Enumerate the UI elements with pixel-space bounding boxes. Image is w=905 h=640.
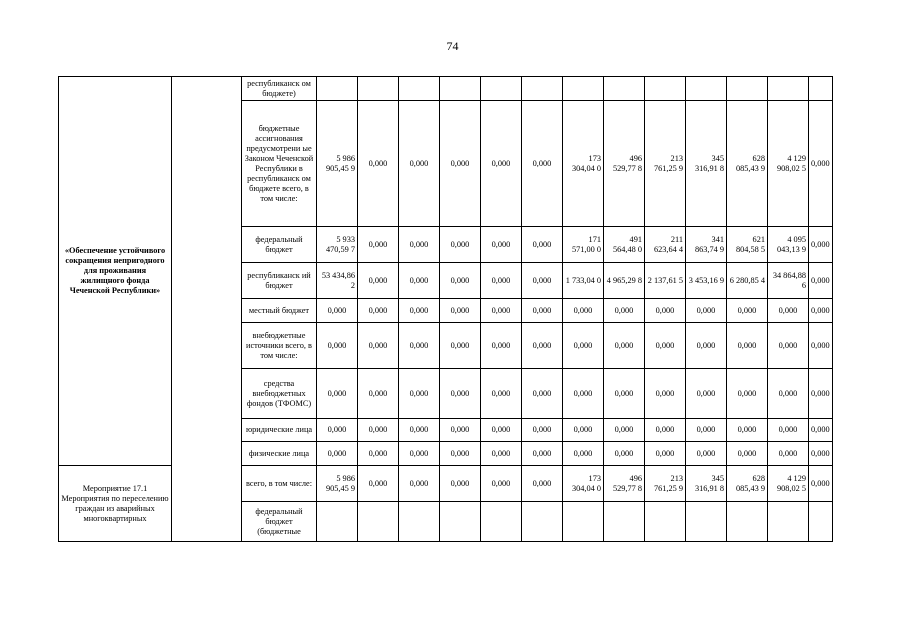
source-label-cell: бюджетные ассигнования предусмотрени ые Законом Чеченской Республики в республиканск ом бюджете всего, в том числе: bbox=[242, 101, 317, 227]
value-cell: 4 129 908,02 5 bbox=[768, 466, 809, 502]
value-cell: 0,000 bbox=[686, 419, 727, 442]
value-cell bbox=[604, 502, 645, 542]
value-cell: 0,000 bbox=[686, 323, 727, 369]
value-cell: 0,000 bbox=[399, 227, 440, 263]
value-cell: 0,000 bbox=[399, 263, 440, 299]
value-cell: 0,000 bbox=[522, 101, 563, 227]
value-cell bbox=[604, 77, 645, 101]
value-cell: 0,000 bbox=[358, 263, 399, 299]
value-cell: 0,000 bbox=[481, 369, 522, 419]
value-cell: 0,000 bbox=[399, 101, 440, 227]
value-cell: 0,000 bbox=[809, 442, 833, 466]
value-cell bbox=[686, 502, 727, 542]
value-cell: 0,000 bbox=[522, 299, 563, 323]
value-cell bbox=[399, 502, 440, 542]
page-number: 74 bbox=[446, 39, 459, 53]
event-name-cell: Мероприятие 17.1 Мероприятия по переселению граждан из аварийных многоквартирных bbox=[59, 466, 172, 542]
value-cell: 171 571,00 0 bbox=[563, 227, 604, 263]
source-label-cell: юридические лица bbox=[242, 419, 317, 442]
value-cell: 5 986 905,45 9 bbox=[317, 466, 358, 502]
table-row bbox=[59, 77, 833, 101]
value-cell: 0,000 bbox=[645, 419, 686, 442]
value-cell: 0,000 bbox=[481, 299, 522, 323]
value-cell: 0,000 bbox=[809, 101, 833, 227]
value-cell: 213 761,25 9 bbox=[645, 466, 686, 502]
value-cell: 345 316,91 8 bbox=[686, 466, 727, 502]
value-cell: 0,000 bbox=[358, 466, 399, 502]
value-cell: 0,000 bbox=[522, 323, 563, 369]
value-cell: 173 304,04 0 bbox=[563, 466, 604, 502]
value-cell bbox=[727, 502, 768, 542]
value-cell: 0,000 bbox=[440, 299, 481, 323]
value-cell: 621 804,58 5 bbox=[727, 227, 768, 263]
value-cell: 2 137,61 5 bbox=[645, 263, 686, 299]
value-cell: 4 965,29 8 bbox=[604, 263, 645, 299]
value-cell: 0,000 bbox=[768, 419, 809, 442]
value-cell: 0,000 bbox=[645, 299, 686, 323]
value-cell: 0,000 bbox=[768, 299, 809, 323]
value-cell: 0,000 bbox=[809, 369, 833, 419]
value-cell bbox=[522, 502, 563, 542]
value-cell: 496 529,77 8 bbox=[604, 466, 645, 502]
value-cell bbox=[727, 77, 768, 101]
value-cell: 0,000 bbox=[686, 442, 727, 466]
value-cell: 0,000 bbox=[768, 369, 809, 419]
value-cell: 53 434,86 2 bbox=[317, 263, 358, 299]
value-cell: 0,000 bbox=[604, 299, 645, 323]
value-cell: 0,000 bbox=[727, 442, 768, 466]
value-cell: 0,000 bbox=[317, 369, 358, 419]
value-cell: 628 085,43 9 bbox=[727, 466, 768, 502]
value-cell bbox=[686, 77, 727, 101]
value-cell: 6 280,85 4 bbox=[727, 263, 768, 299]
value-cell: 0,000 bbox=[399, 419, 440, 442]
value-cell: 0,000 bbox=[481, 323, 522, 369]
value-cell: 0,000 bbox=[440, 442, 481, 466]
value-cell bbox=[440, 502, 481, 542]
value-cell: 345 316,91 8 bbox=[686, 101, 727, 227]
value-cell bbox=[563, 502, 604, 542]
source-label-cell: местный бюджет bbox=[242, 299, 317, 323]
value-cell: 0,000 bbox=[399, 466, 440, 502]
value-cell: 34 864,88 6 bbox=[768, 263, 809, 299]
value-cell: 0,000 bbox=[522, 369, 563, 419]
value-cell: 0,000 bbox=[440, 263, 481, 299]
value-cell: 0,000 bbox=[440, 369, 481, 419]
value-cell: 0,000 bbox=[727, 299, 768, 323]
value-cell: 0,000 bbox=[809, 323, 833, 369]
value-cell: 0,000 bbox=[809, 263, 833, 299]
value-cell: 0,000 bbox=[440, 101, 481, 227]
value-cell: 0,000 bbox=[645, 369, 686, 419]
value-cell: 0,000 bbox=[440, 323, 481, 369]
value-cell: 0,000 bbox=[809, 466, 833, 502]
value-cell: 0,000 bbox=[481, 419, 522, 442]
value-cell: 628 085,43 9 bbox=[727, 101, 768, 227]
value-cell bbox=[522, 77, 563, 101]
value-cell: 0,000 bbox=[399, 369, 440, 419]
value-cell bbox=[358, 502, 399, 542]
value-cell: 0,000 bbox=[768, 442, 809, 466]
value-cell: 211 623,64 4 bbox=[645, 227, 686, 263]
source-label-cell: федеральный бюджет bbox=[242, 227, 317, 263]
value-cell: 0,000 bbox=[358, 369, 399, 419]
value-cell: 0,000 bbox=[317, 323, 358, 369]
source-label-cell: федеральный бюджет (бюджетные bbox=[242, 502, 317, 542]
value-cell: 0,000 bbox=[522, 227, 563, 263]
value-cell: 0,000 bbox=[358, 419, 399, 442]
value-cell: 0,000 bbox=[399, 323, 440, 369]
value-cell: 0,000 bbox=[686, 369, 727, 419]
value-cell: 0,000 bbox=[481, 442, 522, 466]
value-cell: 0,000 bbox=[604, 369, 645, 419]
value-cell: 0,000 bbox=[317, 299, 358, 323]
value-cell: 0,000 bbox=[604, 323, 645, 369]
value-cell bbox=[481, 77, 522, 101]
value-cell: 0,000 bbox=[563, 299, 604, 323]
source-label-cell: средства внебюджетных фондов (ТФОМС) bbox=[242, 369, 317, 419]
value-cell bbox=[481, 502, 522, 542]
value-cell: 496 529,77 8 bbox=[604, 101, 645, 227]
source-label-cell: республиканск ий бюджет bbox=[242, 263, 317, 299]
value-cell bbox=[563, 77, 604, 101]
value-cell: 0,000 bbox=[563, 323, 604, 369]
value-cell: 0,000 bbox=[358, 442, 399, 466]
blank-column-cell bbox=[172, 77, 242, 542]
value-cell: 0,000 bbox=[645, 442, 686, 466]
value-cell: 0,000 bbox=[399, 299, 440, 323]
value-cell bbox=[317, 77, 358, 101]
value-cell bbox=[317, 502, 358, 542]
value-cell: 0,000 bbox=[522, 263, 563, 299]
value-cell: 0,000 bbox=[481, 101, 522, 227]
value-cell: 0,000 bbox=[563, 369, 604, 419]
value-cell: 0,000 bbox=[399, 442, 440, 466]
value-cell bbox=[809, 77, 833, 101]
value-cell: 0,000 bbox=[563, 442, 604, 466]
value-cell: 0,000 bbox=[686, 299, 727, 323]
value-cell: 0,000 bbox=[358, 101, 399, 227]
value-cell: 0,000 bbox=[809, 227, 833, 263]
value-cell bbox=[768, 77, 809, 101]
value-cell: 0,000 bbox=[809, 419, 833, 442]
value-cell: 0,000 bbox=[358, 227, 399, 263]
value-cell: 0,000 bbox=[809, 299, 833, 323]
source-label-cell: всего, в том числе: bbox=[242, 466, 317, 502]
value-cell bbox=[645, 502, 686, 542]
value-cell: 0,000 bbox=[727, 419, 768, 442]
value-cell: 0,000 bbox=[522, 466, 563, 502]
value-cell: 0,000 bbox=[358, 299, 399, 323]
value-cell: 4 095 043,13 9 bbox=[768, 227, 809, 263]
value-cell: 0,000 bbox=[481, 263, 522, 299]
value-cell: 0,000 bbox=[727, 323, 768, 369]
value-cell: 5 933 470,59 7 bbox=[317, 227, 358, 263]
value-cell: 0,000 bbox=[604, 419, 645, 442]
value-cell: 0,000 bbox=[440, 466, 481, 502]
value-cell: 0,000 bbox=[481, 227, 522, 263]
value-cell: 0,000 bbox=[645, 323, 686, 369]
value-cell bbox=[645, 77, 686, 101]
value-cell: 213 761,25 9 bbox=[645, 101, 686, 227]
value-cell: 0,000 bbox=[317, 442, 358, 466]
value-cell: 1 733,04 0 bbox=[563, 263, 604, 299]
value-cell: 0,000 bbox=[604, 442, 645, 466]
value-cell bbox=[440, 77, 481, 101]
value-cell bbox=[358, 77, 399, 101]
source-label-cell: республиканск ом бюджете) bbox=[242, 77, 317, 101]
value-cell: 173 304,04 0 bbox=[563, 101, 604, 227]
value-cell: 0,000 bbox=[358, 323, 399, 369]
value-cell: 341 863,74 9 bbox=[686, 227, 727, 263]
value-cell: 0,000 bbox=[727, 369, 768, 419]
source-label-cell: внебюджетные источники всего, в том числе: bbox=[242, 323, 317, 369]
value-cell bbox=[809, 502, 833, 542]
value-cell: 0,000 bbox=[481, 466, 522, 502]
value-cell bbox=[399, 77, 440, 101]
value-cell: 0,000 bbox=[317, 419, 358, 442]
value-cell: 0,000 bbox=[522, 419, 563, 442]
value-cell bbox=[768, 502, 809, 542]
value-cell: 0,000 bbox=[440, 419, 481, 442]
budget-table bbox=[58, 76, 833, 542]
value-cell: 0,000 bbox=[440, 227, 481, 263]
program-name-cell: «Обеспечение устойчивого сокращения непригодного для проживания жилищного фонда Чеченской Республики» bbox=[59, 77, 172, 466]
source-label-cell: физические лица bbox=[242, 442, 317, 466]
value-cell: 491 564,48 0 bbox=[604, 227, 645, 263]
value-cell: 5 986 905,45 9 bbox=[317, 101, 358, 227]
value-cell: 4 129 908,02 5 bbox=[768, 101, 809, 227]
value-cell: 0,000 bbox=[563, 419, 604, 442]
value-cell: 0,000 bbox=[768, 323, 809, 369]
value-cell: 0,000 bbox=[522, 442, 563, 466]
value-cell: 3 453,16 9 bbox=[686, 263, 727, 299]
